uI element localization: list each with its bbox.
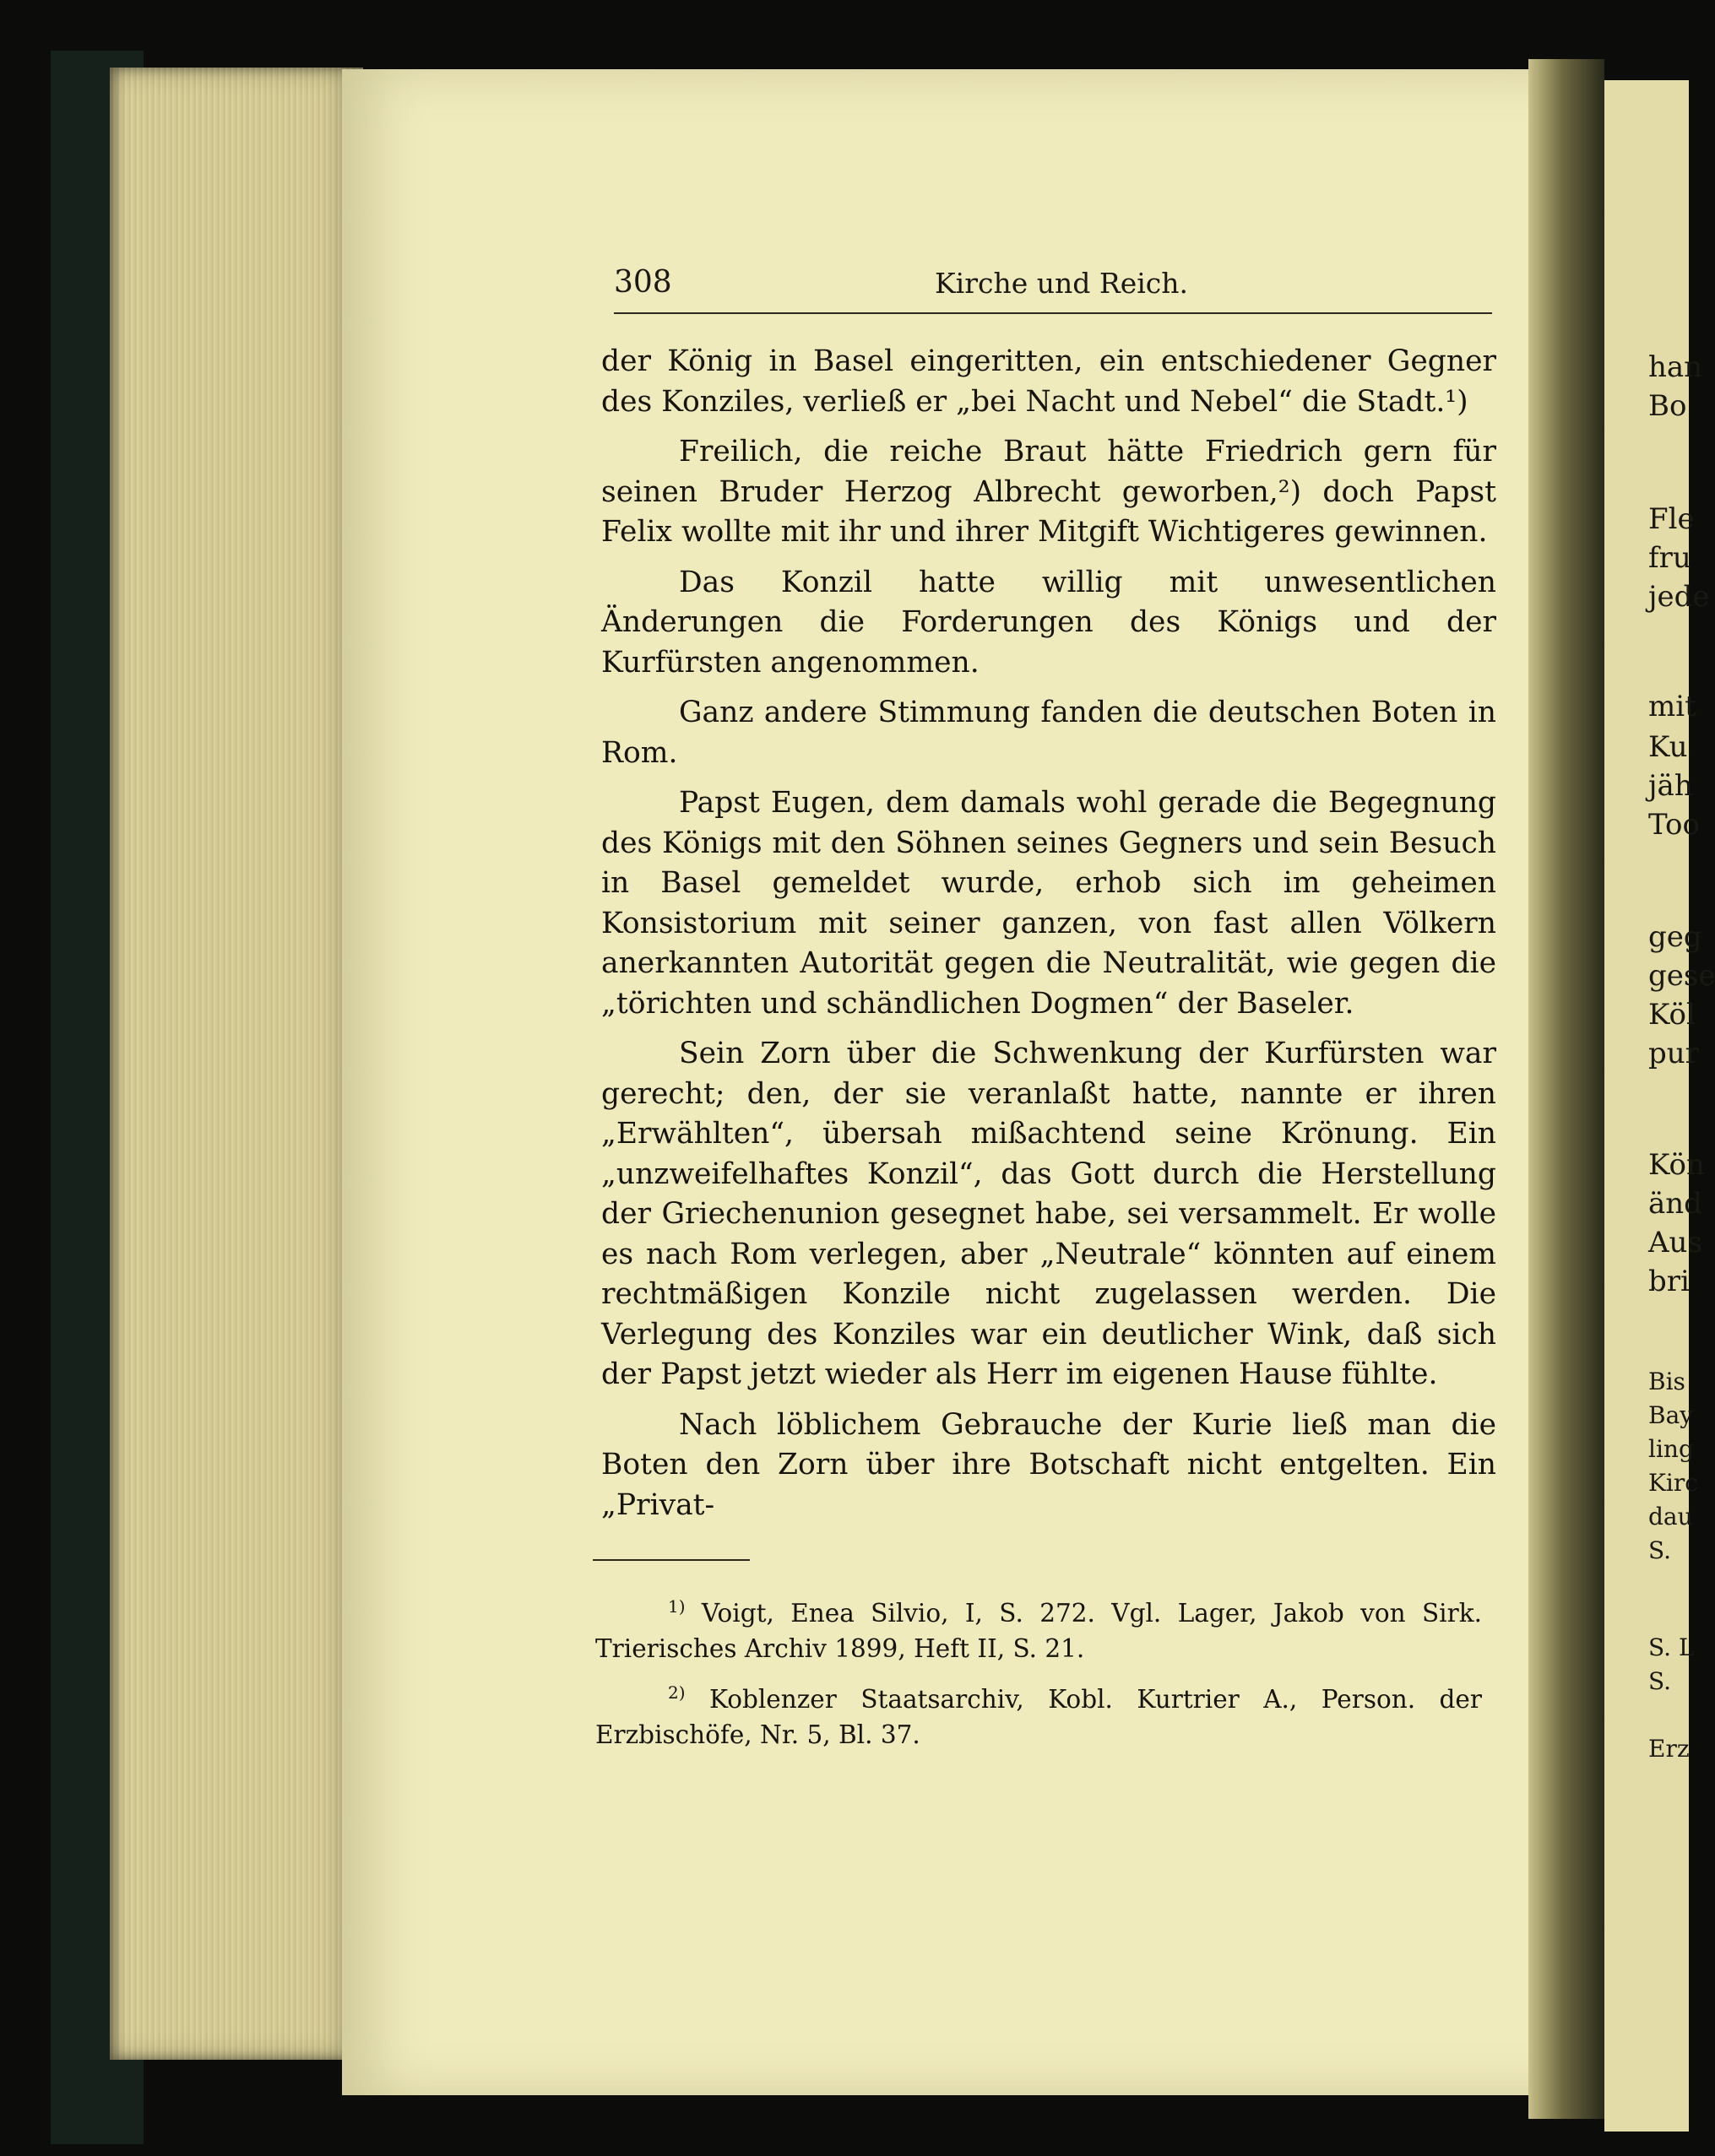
- facing-page-fragment: Bo: [1648, 389, 1687, 423]
- footnotes: [595, 1589, 1482, 1761]
- facing-page-fragment: Too: [1648, 808, 1700, 842]
- facing-page-fragment: pur: [1648, 1037, 1699, 1070]
- facing-page-fragment: Erz: [1648, 1735, 1690, 1763]
- footnote-divider: [593, 1559, 750, 1561]
- paragraph: der König in Basel eingeritten, ein entschiedener Gegner des Konziles, verließ er „bei Nacht und Nebel“ die Stadt.¹): [601, 344, 1496, 419]
- facing-page-fragment: jede: [1648, 580, 1710, 614]
- facing-page-fragment: ling: [1648, 1435, 1694, 1463]
- footnote: [595, 1589, 1482, 1666]
- facing-page-fragment: S.: [1648, 1536, 1672, 1564]
- facing-page-fragment: Bis: [1648, 1368, 1685, 1395]
- paragraph: Sein Zorn über die Schwenkung der Kurfürsten war gerecht; den, der sie veranlaßt hatte, nannte er ihren „Erwählten“, übersah mißachtend seine Krönung. Ein „unzweifelhaftes Konzil“, das Gott durch die Herstellung der Griechenunion gesegnet habe, sei versammelt. Er wolle es nach Rom verlegen, aber „Neutrale“ könnten auf einem rechtmäßigen Konzile nicht zugelassen werden. Die Verlegung des Konziles war ein deutlicher Wink, daß sich der Papst jetzt wieder als Herr im eigenen Hause fühlte.: [601, 1037, 1496, 1391]
- paragraph: Das Konzil hatte willig mit unwesentlichen Änderungen die Forderungen des Königs und der Kurfürsten angenommen.: [601, 565, 1496, 680]
- facing-page-fragment: han: [1648, 350, 1703, 384]
- facing-page-fragment: Ku: [1648, 730, 1688, 764]
- footnote-text: Voigt, Enea Silvio, I, S. 272. Vgl. Lager, Jakob von Sirk. Trierisches Archiv 1899, Heft II, S. 21.: [595, 1598, 1482, 1663]
- facing-page-fragment: S.: [1648, 1667, 1672, 1695]
- facing-page-fragment: dau: [1648, 1503, 1693, 1530]
- running-title: Kirche und Reich.: [934, 267, 1188, 300]
- footnote-text: Koblenzer Staatsarchiv, Kobl. Kurtrier A., Person. der Erzbischöfe, Nr. 5, Bl. 37.: [595, 1684, 1482, 1749]
- facing-page-fragment: gese: [1648, 959, 1715, 993]
- facing-page-fragment: fru: [1648, 541, 1691, 575]
- footnote: [595, 1675, 1482, 1752]
- facing-page-fragment: geg: [1648, 920, 1702, 954]
- facing-page-edge: [1604, 80, 1715, 2132]
- page-header: [614, 262, 1492, 314]
- body-text: [601, 342, 1496, 1536]
- facing-page-fragment: jäh: [1648, 769, 1693, 803]
- paragraph: Papst Eugen, dem damals wohl gerade die Begegnung des Königs mit den Söhnen seines Gegners und sein Besuch in Basel gemeldet wurde, erhob sich im geheimen Konsistorium mit seiner ganzen, von fast allen Völkern anerkannten Autorität gegen die Neutralität, wie gegen die „törichten und schändlichen Dogmen“ der Baseler.: [601, 786, 1496, 1021]
- footnote-marker: 2): [668, 1682, 686, 1703]
- facing-page-fragment: Aus: [1648, 1226, 1702, 1259]
- facing-page-fragment: Köl: [1648, 998, 1696, 1032]
- facing-page-fragment: änd: [1648, 1187, 1702, 1221]
- book-gutter: [1528, 59, 1604, 2119]
- facing-page-fragment: Kön: [1648, 1148, 1705, 1182]
- paragraph: Ganz andere Stimmung fanden die deutschen Boten in Rom.: [601, 696, 1496, 770]
- facing-page-fragment: S. L: [1648, 1633, 1695, 1661]
- paragraph: Nach löblichem Gebrauche der Kurie ließ man die Boten den Zorn über ihre Botschaft nicht entgelten. Ein „Privat-: [601, 1407, 1496, 1522]
- page-edges-stack: [110, 68, 363, 2060]
- facing-page-fragment: Kirc: [1648, 1469, 1698, 1497]
- footnote-marker: 1): [668, 1596, 686, 1617]
- page-number: 308: [614, 265, 672, 300]
- paragraph: Freilich, die reiche Braut hätte Friedrich gern für seinen Bruder Herzog Albrecht geworben,²) doch Papst Felix wollte mit ihr und ihrer Mitgift Wichtigeres gewinnen.: [601, 435, 1496, 549]
- facing-page-fragment: Bay: [1648, 1401, 1694, 1429]
- facing-page-fragment: mit: [1648, 690, 1696, 723]
- facing-page-fragment: Fle: [1648, 502, 1695, 536]
- facing-page-fragment: bri: [1648, 1265, 1690, 1298]
